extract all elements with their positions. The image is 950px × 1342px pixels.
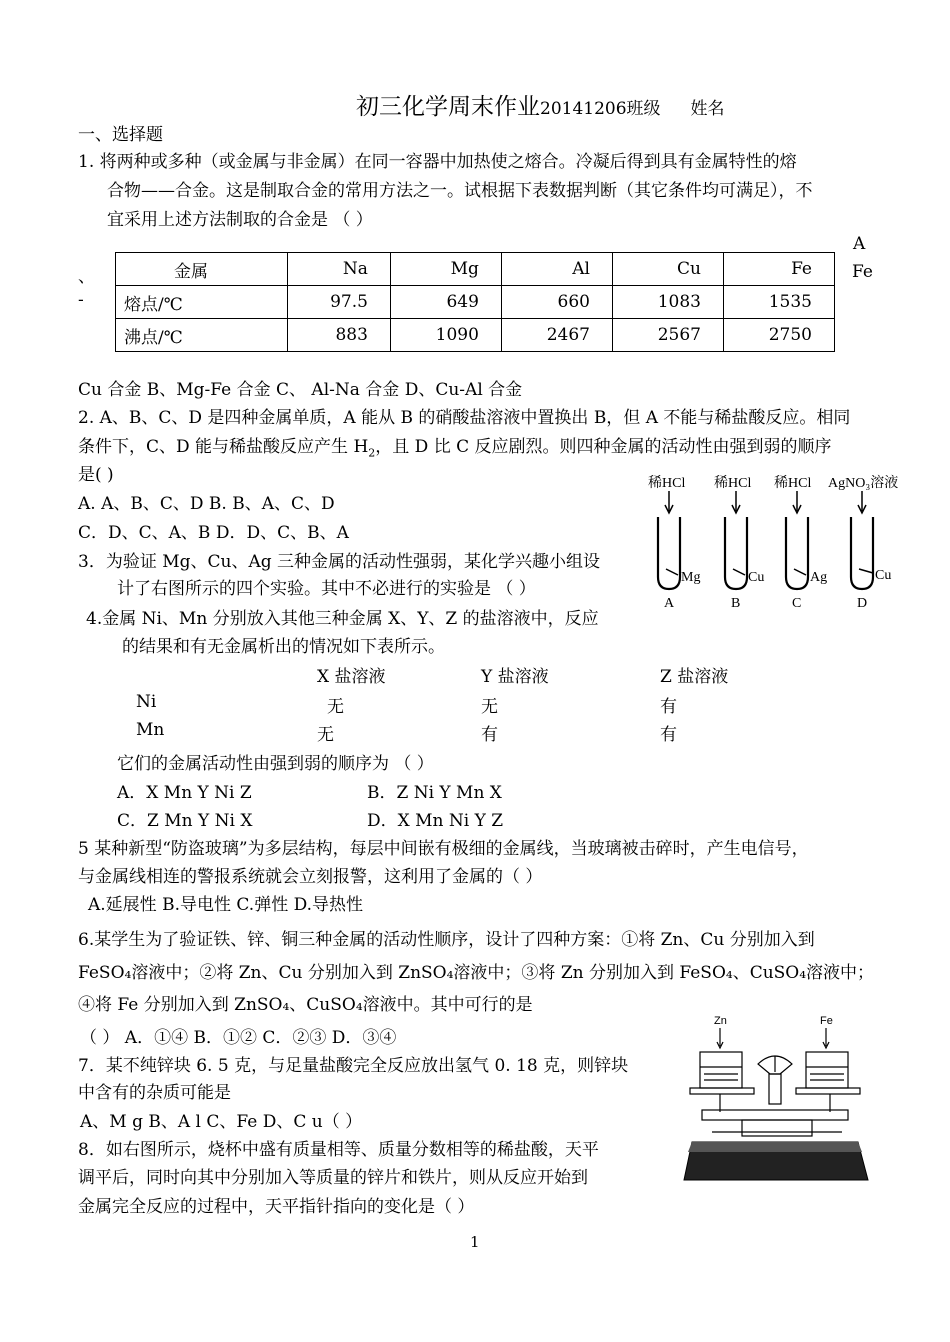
q4-cell: 有 bbox=[660, 725, 677, 745]
section-heading: 一、选择题 bbox=[78, 125, 163, 145]
q4-cell: 无 bbox=[327, 697, 344, 717]
q8-line: 调平后，同时向其中分别加入等质量的锌片和铁片，则从反应开始到 bbox=[78, 1168, 588, 1188]
table-cell: 2467 bbox=[501, 319, 612, 352]
beaker bbox=[700, 1052, 742, 1088]
q1-line: 宜采用上述方法制取的合金是 （ ） bbox=[107, 210, 373, 230]
q1-side-mark: A bbox=[853, 234, 866, 254]
table-header-cell: 金属 bbox=[116, 253, 288, 286]
test-tube bbox=[658, 517, 680, 589]
metal-label: Cu bbox=[748, 570, 765, 585]
q2-options: C．D、C、A、B D．D、C、B、A bbox=[78, 523, 349, 543]
table-cell: 1083 bbox=[612, 286, 723, 319]
q2-line: 2. A、B、C、D 是四种金属单质，A 能从 B 的硝酸盐溶液中置换出 B，但 A 不能与稀盐酸反应。相同 bbox=[78, 408, 851, 428]
table-cell: 2567 bbox=[612, 319, 723, 352]
q7-options: A、M g B、A l C、Fe D、C u（ ） bbox=[80, 1112, 363, 1132]
table-cell: 沸点/℃ bbox=[116, 319, 288, 352]
q2-line: 条件下，C、D 能与稀盐酸反应产生 $H_2$，且 D 比 C 反应剧烈。则四种金属的活动性由强到弱的顺序 bbox=[78, 437, 832, 460]
q2-line: 是( ) bbox=[78, 465, 114, 485]
beam bbox=[702, 1110, 848, 1120]
q4-line: 4.金属 Ni、Mn 分别放入其他三种金属 X、Y、Z 的盐溶液中，反应 bbox=[86, 609, 599, 629]
table-row bbox=[116, 319, 835, 352]
q8-line: 金属完全反应的过程中，天平指针指向的变化是（ ） bbox=[78, 1197, 475, 1217]
q2-options: A. A、B、C、D B. B、A、C、D bbox=[78, 494, 335, 514]
reagent-label: 稀HCl bbox=[648, 476, 686, 491]
metal-data-table bbox=[115, 252, 835, 352]
page-title: 初三化学周末作业20141206班级 姓名 bbox=[356, 94, 725, 120]
q4-col-header: Z 盐溶液 bbox=[660, 667, 729, 687]
metal-label: Mg bbox=[681, 570, 701, 585]
q4-cell: 无 bbox=[317, 725, 334, 745]
table-row bbox=[116, 286, 835, 319]
q4-col-header: X 盐溶液 bbox=[317, 667, 386, 687]
q1-side-mark: 、 bbox=[78, 267, 95, 287]
q1-line: 1. 将两种或多种（或金属与非金属）在同一容器中加热使之熔合。冷凝后得到具有金属特性的熔 bbox=[78, 152, 797, 172]
tube-letter: D bbox=[857, 596, 868, 611]
q6-options: （ ） A．①④ B．①② C．②③ D．③④ bbox=[80, 1028, 397, 1048]
table-row bbox=[116, 253, 835, 286]
q4-option: C．Z Mn Y Ni X bbox=[117, 811, 253, 831]
q4-question: 它们的金属活动性由强到弱的顺序为 （ ） bbox=[117, 754, 434, 774]
q4-option: B．Z Ni Y Mn X bbox=[367, 783, 502, 803]
q1-side-mark: Fe bbox=[852, 262, 873, 282]
metal-label: Ag bbox=[810, 570, 828, 585]
table-cell: 2750 bbox=[723, 319, 834, 352]
table-cell: 1090 bbox=[390, 319, 501, 352]
zn-label: Zn bbox=[714, 1015, 727, 1027]
test-tube-figure bbox=[640, 465, 910, 615]
q1-options: Cu 合金 B、Mg-Fe 合金 C、 Al-Na 合金 D、Cu-Al 合金 bbox=[78, 380, 523, 400]
q4-col-header: Y 盐溶液 bbox=[481, 667, 549, 687]
q5-line: 5 某种新型“防盗玻璃”为多层结构，每层中间嵌有极细的金属线，当玻璃被击碎时，产生电信号， bbox=[78, 839, 809, 859]
test-tube bbox=[851, 517, 873, 589]
table-header-cell: Na bbox=[288, 253, 391, 286]
test-tube bbox=[725, 517, 747, 589]
q8-line: 8．如右图所示，烧杯中盛有质量相等、质量分数相等的稀盐酸，天平 bbox=[78, 1140, 599, 1160]
table-header-cell: Al bbox=[501, 253, 612, 286]
q4-cell: 无 bbox=[481, 697, 498, 717]
q4-row-name: Mn bbox=[136, 720, 165, 740]
q7-line: 中含有的杂质可能是 bbox=[78, 1083, 231, 1103]
reagent-label: 稀HCl bbox=[774, 476, 812, 491]
q6-line: 6.某学生为了验证铁、锌、铜三种金属的活动性顺序，设计了四种方案：①将 Zn、Cu 分别加入到 bbox=[78, 930, 815, 950]
q1-side-mark: - bbox=[78, 290, 84, 310]
q4-cell: 有 bbox=[660, 697, 677, 717]
table-cell: 97.5 bbox=[288, 286, 391, 319]
test-tube bbox=[786, 517, 808, 589]
table-cell: 熔点/℃ bbox=[116, 286, 288, 319]
balance-figure bbox=[682, 1012, 872, 1187]
reagent-label: AgNO₃溶液 bbox=[828, 476, 899, 491]
metal-label: Cu bbox=[875, 568, 892, 583]
q5-options: A.延展性 B.导电性 C.弹性 D.导热性 bbox=[88, 895, 364, 915]
q3-line: 计了右图所示的四个实验。其中不必进行的实验是 （ ） bbox=[117, 579, 536, 599]
right-pan bbox=[796, 1088, 860, 1094]
table-header-cell: Fe bbox=[723, 253, 834, 286]
q6-line: FeSO₄溶液中；②将 Zn、Cu 分别加入到 ZnSO₄溶液中；③将 Zn 分别加入到 FeSO₄、CuSO₄溶液中； bbox=[78, 963, 875, 983]
tube-letter: B bbox=[731, 596, 741, 611]
q4-row-name: Ni bbox=[136, 692, 157, 712]
table-cell: 883 bbox=[288, 319, 391, 352]
page-number: 1 bbox=[470, 1233, 480, 1251]
tube-letter: A bbox=[664, 596, 675, 611]
table-cell: 1535 bbox=[723, 286, 834, 319]
table-cell: 649 bbox=[390, 286, 501, 319]
left-pan bbox=[690, 1088, 754, 1094]
fe-label: Fe bbox=[820, 1015, 833, 1027]
q7-line: 7．某不纯锌块 6. 5 克，与足量盐酸完全反应放出氢气 0. 18 克，则锌块 bbox=[78, 1056, 629, 1076]
q4-cell: 有 bbox=[481, 725, 498, 745]
q5-line: 与金属线相连的警报系统就会立刻报警，这利用了金属的（ ） bbox=[78, 867, 543, 887]
table-header-cell: Mg bbox=[390, 253, 501, 286]
beaker bbox=[806, 1052, 848, 1088]
q3-line: 3．为验证 Mg、Cu、Ag 三种金属的活动性强弱，某化学兴趣小组设 bbox=[78, 552, 601, 572]
table-header-cell: Cu bbox=[612, 253, 723, 286]
q4-line: 的结果和有无金属析出的情况如下表所示。 bbox=[122, 637, 445, 657]
q6-line: ④将 Fe 分别加入到 ZnSO₄、CuSO₄溶液中。其中可行的是 bbox=[78, 995, 533, 1015]
tube-letter: C bbox=[792, 596, 802, 611]
reagent-label: 稀HCl bbox=[714, 476, 752, 491]
q1-line: 合物——合金。这是制取合金的常用方法之一。试根据下表数据判断（其它条件均可满足），不 bbox=[107, 181, 813, 201]
q4-option: A．X Mn Y Ni Z bbox=[117, 783, 252, 803]
table-cell: 660 bbox=[501, 286, 612, 319]
q4-option: D．X Mn Ni Y Z bbox=[367, 811, 504, 831]
